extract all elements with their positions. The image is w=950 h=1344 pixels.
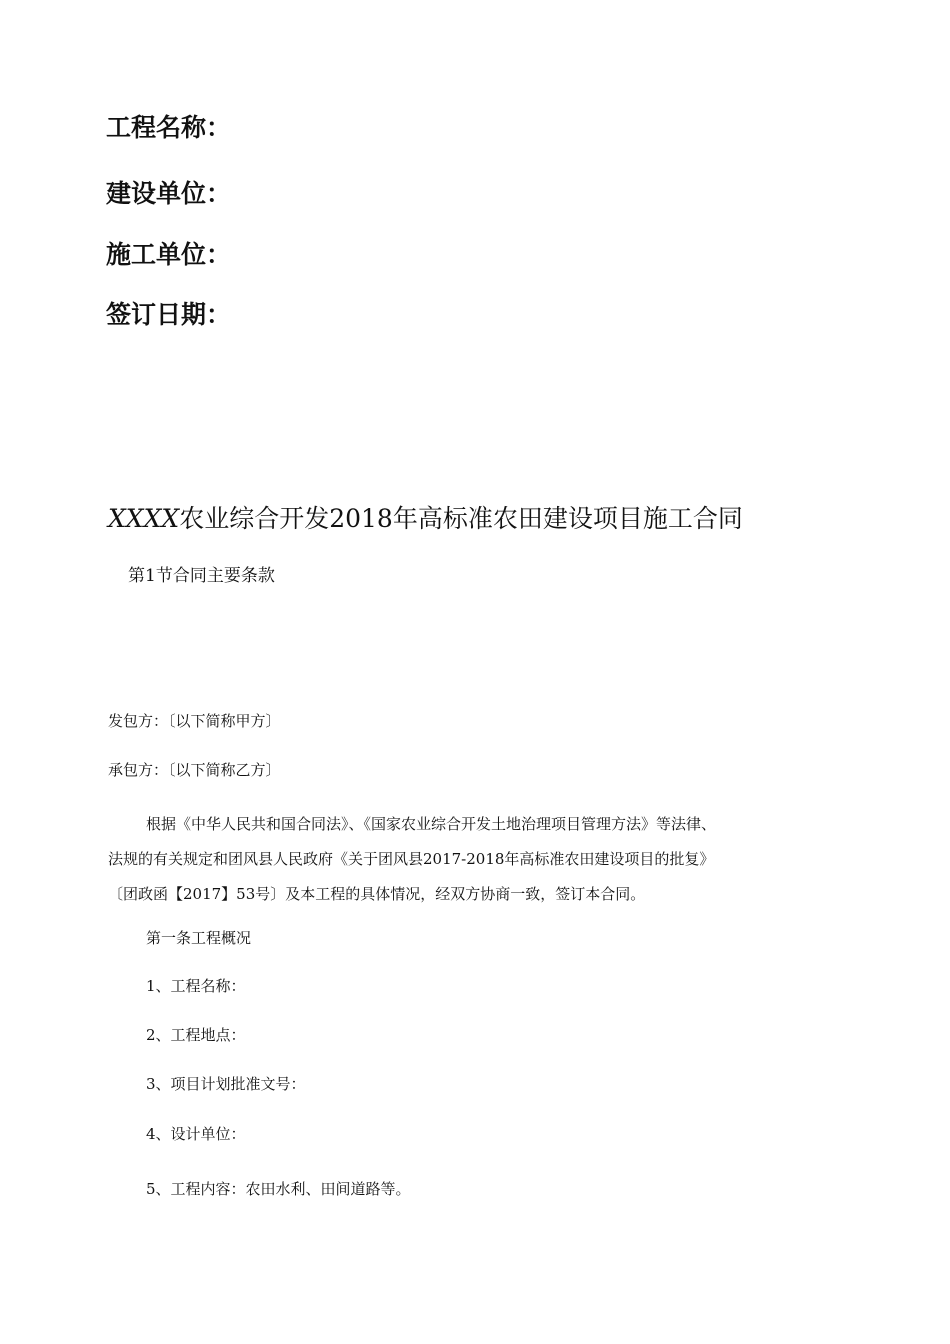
- contract-title-prefix: XXXX: [108, 504, 180, 533]
- contract-title-main: 农业综合开发2018年高标准农田建设项目施工合同: [179, 504, 743, 533]
- party-b-line: 承包方：〔以下简称乙方〕: [108, 761, 281, 779]
- contract-title: [108, 503, 743, 535]
- article-1-item-5: 5、工程内容：农田水利、田间道路等。: [146, 1180, 411, 1198]
- article-1-heading: 第一条工程概况: [146, 929, 252, 947]
- article-1-item-3: 3、项目计划批准文号：: [146, 1075, 306, 1093]
- preamble-line-3: 〔团政函【2017】53号〕及本工程的具体情况，经双方协商一致，签订本合同。: [108, 885, 646, 903]
- article-1-item-1: 1、工程名称：: [146, 977, 246, 995]
- builder-label: 建设单位：: [106, 179, 232, 208]
- party-a-line: 发包方：〔以下简称甲方〕: [108, 712, 281, 730]
- section-heading: 第1节合同主要条款: [128, 566, 275, 586]
- sign-date-label: 签订日期：: [106, 300, 232, 329]
- article-1-item-2: 2、工程地点：: [146, 1026, 246, 1044]
- preamble-paragraph: [108, 807, 808, 912]
- article-1-item-4: 4、设计单位：: [146, 1125, 246, 1143]
- preamble-line-2: 法规的有关规定和团风县人民政府《关于团风县2017-2018年高标准农田建设项目的批复》: [108, 850, 715, 868]
- preamble-line-1: 根据《中华人民共和国合同法》、《国家农业综合开发土地治理项目管理方法》等法律、: [146, 815, 717, 833]
- project-name-label: 工程名称：: [106, 113, 232, 142]
- contractor-label: 施工单位：: [106, 240, 232, 269]
